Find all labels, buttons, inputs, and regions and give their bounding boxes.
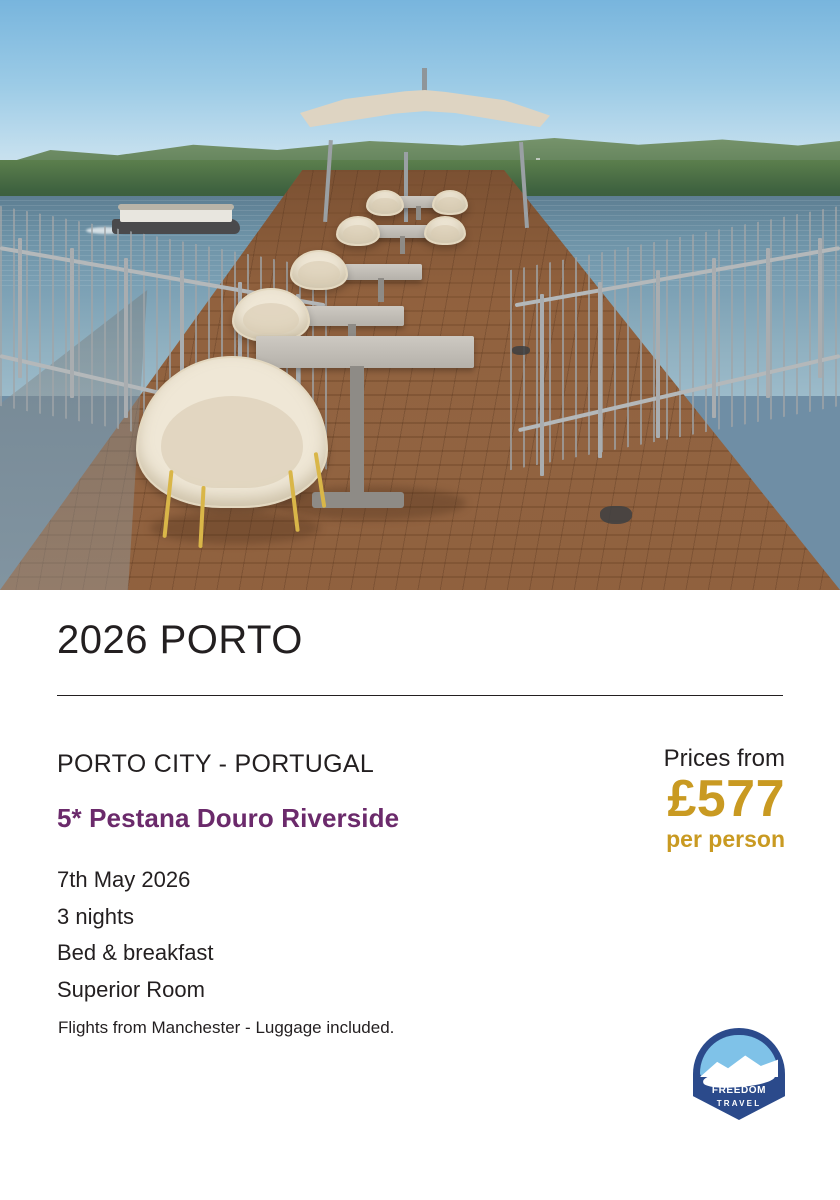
table-near-leg: [350, 366, 364, 496]
flights-note: Flights from Manchester - Luggage included.: [58, 1018, 395, 1037]
deck-object: [600, 506, 632, 524]
logo-text: [693, 1084, 785, 1110]
freedom-travel-logo: [693, 1028, 785, 1120]
logo-line-1: FREEDOM: [711, 1085, 767, 1096]
price-amount: £577: [667, 770, 785, 828]
chair-far-2: [432, 190, 468, 215]
page-title: 2026 PORTO: [57, 618, 303, 662]
price-suffix: per person: [666, 826, 785, 852]
railing-right: [510, 178, 840, 578]
booking-details: [57, 862, 214, 1008]
deck-fitting: [512, 346, 530, 355]
canopy-awning: [300, 68, 550, 178]
logo-line-2: TRAVEL: [716, 1099, 762, 1108]
chair-far-3: [336, 216, 380, 246]
title-divider: [57, 695, 783, 696]
detail-nights: 3 nights: [57, 903, 135, 929]
chair-far-4: [424, 216, 466, 245]
detail-room: Superior Room: [57, 976, 205, 1002]
price-prefix: Prices from: [663, 745, 785, 772]
hotel-name: 5* Pestana Douro Riverside: [57, 803, 400, 833]
detail-date: 7th May 2026: [57, 867, 191, 892]
detail-board: Bed & breakfast: [57, 940, 214, 965]
table-mid-2: [304, 306, 404, 326]
chair-far-1: [366, 190, 404, 216]
destination-label: PORTO CITY - PORTUGAL: [57, 750, 375, 778]
hero-image: [0, 0, 840, 590]
price-block: [485, 745, 785, 853]
offer-details: [0, 590, 840, 1200]
canopy-sail: [300, 90, 550, 154]
table-near: [256, 336, 474, 368]
